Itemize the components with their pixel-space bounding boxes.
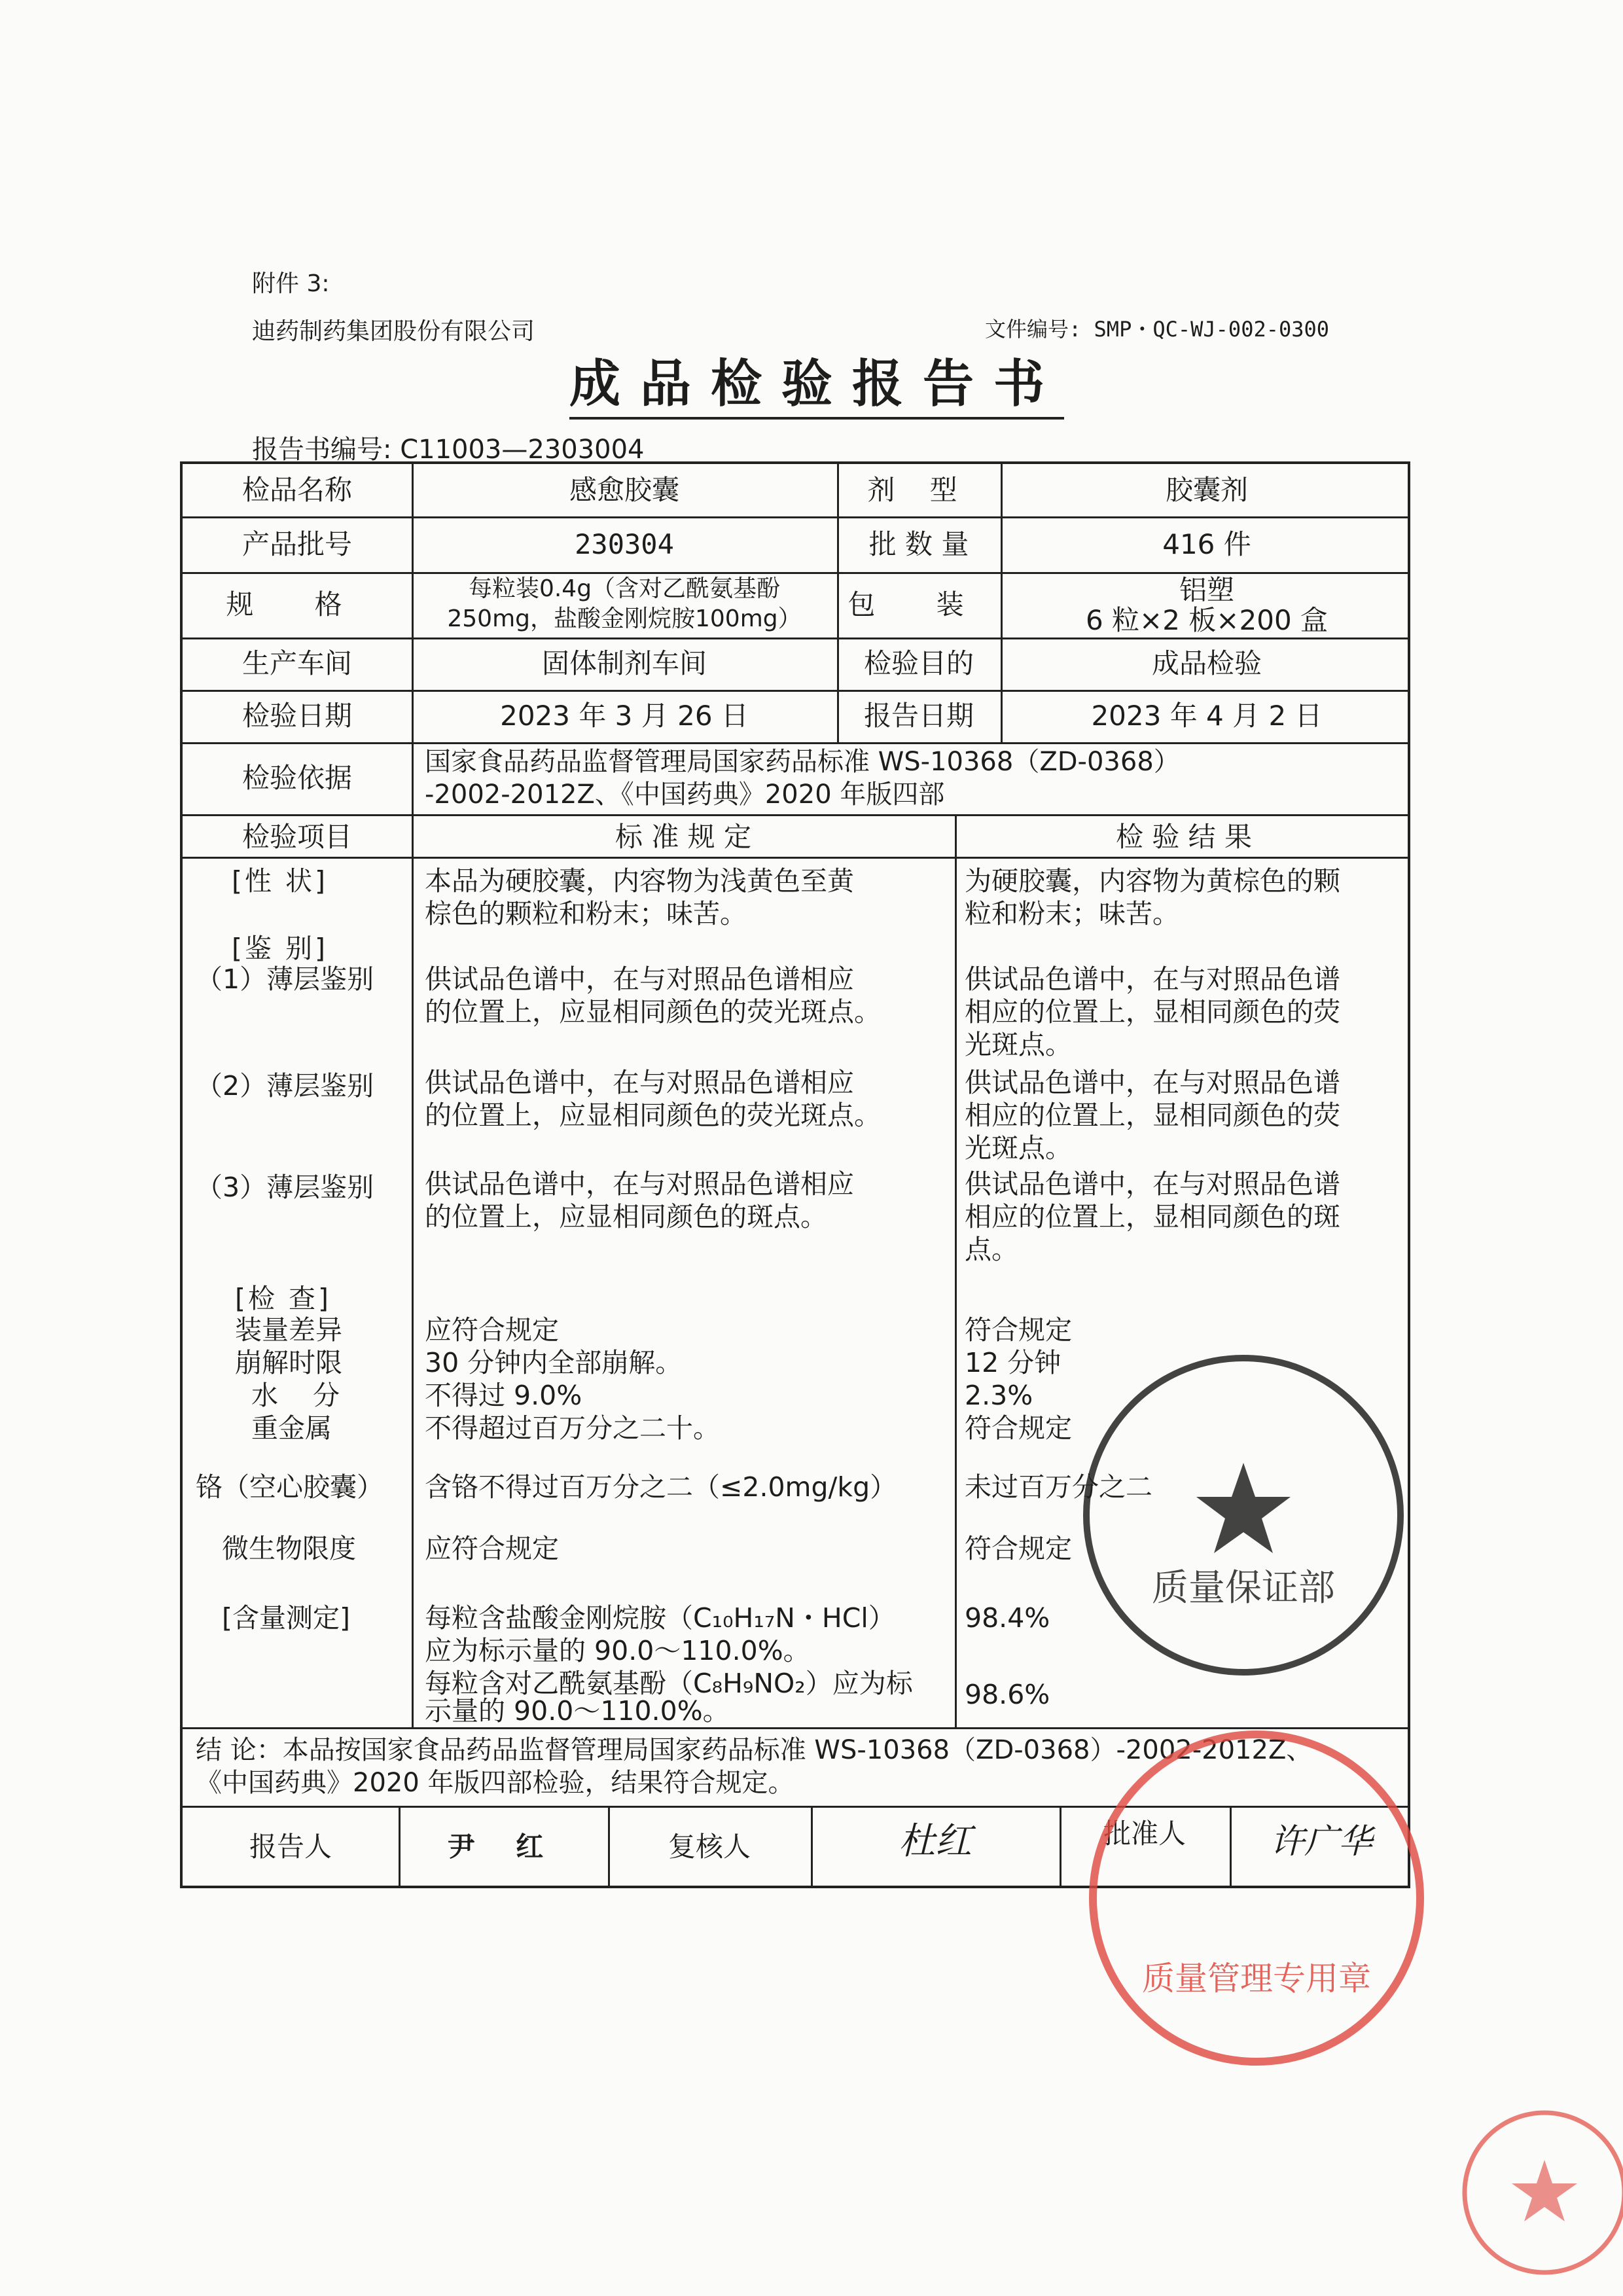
batch-label: 产品批号 — [241, 528, 352, 560]
reporter-label: 报告人 — [249, 1831, 332, 1863]
spec-line-2: 250mg，盐酸金刚烷胺100mg） — [447, 605, 802, 632]
corner-inspection-seal — [1459, 2108, 1623, 2278]
test-date: 2023 年 3 月 26 日 — [500, 700, 749, 732]
tlc2-result-3: 光斑点。 — [965, 1132, 1072, 1164]
heavy-metal-standard: 不得超过百万分之二十。 — [425, 1412, 720, 1444]
workshop-label: 生产车间 — [241, 647, 352, 679]
page-title: 成品检验报告书 — [569, 357, 1064, 420]
spec-line-1: 每粒装0.4g（含对乙酰氨基酚 — [468, 575, 781, 602]
approver-label: 批准人 — [1103, 1818, 1186, 1850]
tlc1-result-3: 光斑点。 — [965, 1029, 1072, 1060]
character-label: [性 状] — [232, 865, 329, 897]
basis-line-2: -2002-2012Z、《中国药典》2020 年版四部 — [425, 780, 945, 810]
heavy-metal-label: 重金属 — [251, 1412, 332, 1444]
batch-number: 230304 — [575, 528, 674, 560]
character-result-2: 粒和粉末；味苦。 — [965, 898, 1179, 929]
approver-signature: 许广华 — [1270, 1822, 1372, 1861]
weight-label: 装量差异 — [235, 1314, 342, 1346]
assay1-standard-2: 应为标示量的 90.0～110.0%。 — [425, 1635, 810, 1666]
batch-qty-label: 批 数 量 — [868, 528, 969, 560]
assay2-standard-2: 示量的 90.0～110.0%。 — [425, 1695, 730, 1727]
col-item: 检验项目 — [241, 821, 352, 853]
spec-label: 规 格 — [226, 588, 368, 620]
weight-result: 符合规定 — [965, 1314, 1072, 1346]
conclusion-line-1: 结 论：本品按国家食品药品监督管理局国家药品标准 WS-10368（ZD-0368）-2002-2012Z、 — [196, 1735, 1313, 1765]
test-date-label: 检验日期 — [241, 700, 352, 732]
tlc3-result-1: 供试品色谱中，在与对照品色谱 — [965, 1168, 1340, 1200]
qm-seal-inner-text: 质量管理专用章 — [1142, 1960, 1371, 1998]
chromium-result: 未过百万分之二 — [965, 1471, 1152, 1503]
identification-label: [鉴 别] — [232, 933, 329, 964]
assay2-standard-1: 每粒含对乙酰氨基酚（C₈H₉NO₂）应为标 — [425, 1668, 913, 1699]
workshop: 固体制剂车间 — [541, 647, 707, 679]
reviewer-label: 复核人 — [668, 1831, 751, 1863]
disintegration-label: 崩解时限 — [235, 1347, 342, 1378]
dosage-form: 胶囊剂 — [1165, 474, 1248, 506]
product-name-label: 检品名称 — [241, 474, 352, 506]
conclusion-line-2: 《中国药典》2020 年版四部检验，结果符合规定。 — [196, 1768, 794, 1798]
quality-management-seal — [1086, 1728, 1427, 2068]
character-standard-2: 棕色的颗粒和粉末；味苦。 — [425, 898, 747, 929]
assay-label: [含量测定] — [222, 1602, 350, 1634]
water-standard: 不得过 9.0% — [425, 1380, 582, 1411]
qa-seal-inner-text: 质量保证部 — [1152, 1567, 1335, 1609]
basis-line-1: 国家食品药品监督管理局国家药品标准 WS-10368（ZD-0368） — [425, 747, 1180, 777]
package-line-1: 铝塑 — [1179, 574, 1234, 606]
tlc3-result-2: 相应的位置上，显相同颜色的斑 — [965, 1201, 1340, 1232]
tlc3-label: （3）薄层鉴别 — [196, 1172, 374, 1203]
character-result-1: 为硬胶囊，内容物为黄棕色的颗 — [965, 865, 1340, 897]
batch-qty: 416 件 — [1162, 528, 1251, 560]
basis-label: 检验依据 — [241, 762, 352, 794]
disintegration-result: 12 分钟 — [965, 1347, 1061, 1378]
reviewer-signature: 杜红 — [899, 1820, 972, 1863]
assay2-result: 98.6% — [965, 1679, 1050, 1710]
tlc2-label: （2）薄层鉴别 — [196, 1070, 374, 1102]
tlc1-result-2: 相应的位置上，显相同颜色的荧 — [965, 996, 1340, 1028]
assay1-result: 98.4% — [965, 1602, 1050, 1634]
purpose: 成品检验 — [1151, 647, 1262, 679]
microbial-standard: 应符合规定 — [425, 1533, 559, 1564]
tlc2-result-2: 相应的位置上，显相同颜色的荧 — [965, 1100, 1340, 1131]
tlc2-result-1: 供试品色谱中，在与对照品色谱 — [965, 1067, 1340, 1098]
water-result: 2.3% — [965, 1380, 1033, 1411]
col-standard: 标 准 规 定 — [615, 821, 752, 853]
tlc1-standard-1: 供试品色谱中，在与对照品色谱相应 — [425, 963, 854, 995]
report-date: 2023 年 4 月 2 日 — [1091, 700, 1323, 732]
package-line-2: 6 粒×2 板×200 盒 — [1085, 604, 1329, 636]
weight-standard: 应符合规定 — [425, 1314, 559, 1346]
reporter-name: 尹 红 — [447, 1831, 560, 1863]
tlc3-standard-2: 的位置上，应显相同颜色的斑点。 — [425, 1201, 827, 1232]
chromium-label: 铬（空心胶囊） — [196, 1471, 383, 1503]
tlc1-standard-2: 的位置上，应显相同颜色的荧光斑点。 — [425, 996, 881, 1028]
attachment-label: 附件 3: — [252, 270, 330, 297]
tlc1-result-1: 供试品色谱中，在与对照品色谱 — [965, 963, 1340, 995]
report-date-label: 报告日期 — [863, 700, 974, 732]
company-name: 迪药制药集团股份有限公司 — [252, 318, 535, 345]
microbial-label: 微生物限度 — [222, 1533, 356, 1564]
water-label: 水 分 — [251, 1380, 353, 1411]
character-standard-1: 本品为硬胶囊，内容物为浅黄色至黄 — [425, 865, 854, 897]
check-label: [检 查] — [235, 1283, 332, 1314]
report-number: 报告书编号: C11003—2303004 — [252, 435, 645, 465]
heavy-metal-result: 符合规定 — [965, 1412, 1072, 1444]
dosage-form-label: 剂 型 — [867, 474, 971, 506]
tlc3-result-3: 点。 — [965, 1234, 1018, 1265]
tlc1-label: （1）薄层鉴别 — [196, 963, 374, 995]
purpose-label: 检验目的 — [863, 647, 974, 679]
tlc2-standard-2: 的位置上，应显相同颜色的荧光斑点。 — [425, 1100, 881, 1131]
assay1-standard-1: 每粒含盐酸金刚烷胺（C₁₀H₁₇N・HCl） — [425, 1602, 895, 1634]
product-name: 感愈胶囊 — [569, 474, 679, 506]
package-label: 包 装 — [847, 588, 990, 620]
file-number: 文件编号: SMP・QC-WJ-002-0300 — [985, 317, 1330, 342]
chromium-standard: 含铬不得过百万分之二（≤2.0mg/kg） — [425, 1471, 897, 1503]
tlc3-standard-1: 供试品色谱中，在与对照品色谱相应 — [425, 1168, 854, 1200]
tlc2-standard-1: 供试品色谱中，在与对照品色谱相应 — [425, 1067, 854, 1098]
microbial-result: 符合规定 — [965, 1533, 1072, 1564]
disintegration-standard: 30 分钟内全部崩解。 — [425, 1347, 683, 1378]
qa-department-seal — [1080, 1352, 1407, 1679]
col-result: 检 验 结 果 — [1115, 821, 1253, 853]
